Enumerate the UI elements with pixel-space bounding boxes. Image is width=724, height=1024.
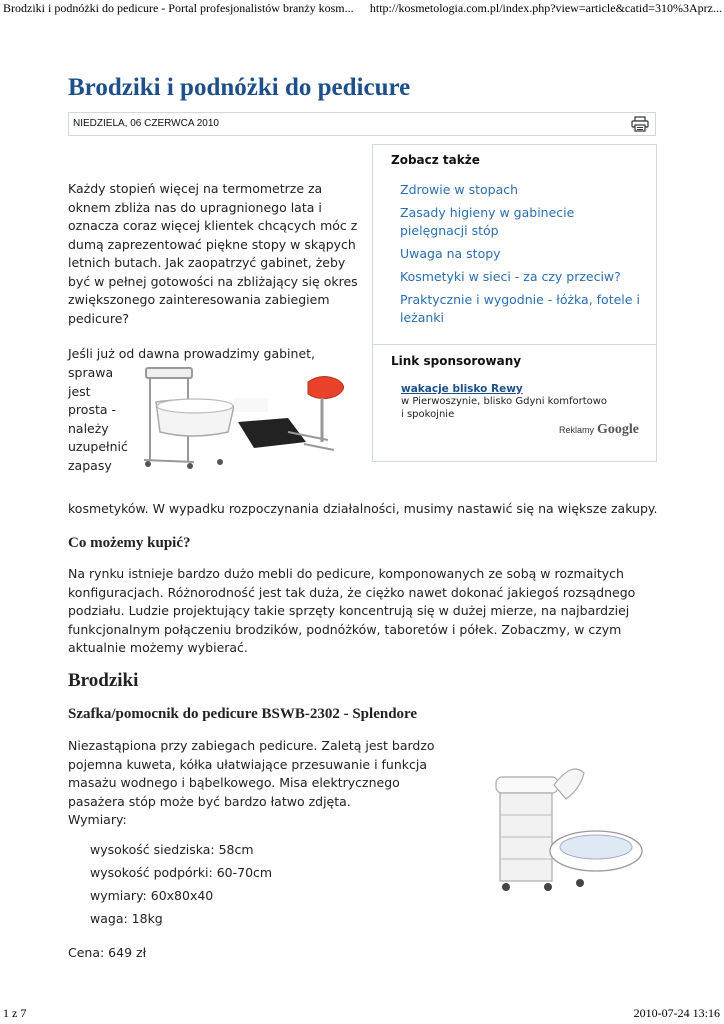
what-to-buy-heading: Co możemy kupić? (68, 535, 191, 551)
wrapped-word: jest (68, 383, 91, 399)
sponsored-heading: Link sponsorowany (391, 354, 522, 368)
print-header-title: Brodziki i podnóżki do pedicure - Portal profesjonalistów branży kosm... (3, 1, 354, 15)
wrapped-word: prosta - (68, 402, 117, 417)
print-header-url: http://kosmetologia.com.pl/index.php?view=article&catid=310%3Aprz... (369, 1, 722, 15)
sidebar-divider (373, 344, 656, 345)
print-footer (0, 1004, 724, 1024)
sponsored-ad (401, 383, 641, 437)
wrapped-word: zapasy (68, 457, 112, 473)
ad-link[interactable]: wakacje blisko Rewy (401, 383, 523, 395)
product-specs (90, 841, 272, 933)
related-link-uwaga[interactable]: Uwaga na stopy (400, 246, 501, 261)
related-links (400, 181, 645, 332)
ad-text: w Pierwoszynie, blisko Gdyni komfortowo i spokojnie (401, 396, 608, 420)
related-link-kosmetyki[interactable]: Kosmetyki w sieci - za czy przeciw? (400, 269, 621, 284)
date-bar (68, 112, 656, 136)
paragraph-2-end: kosmetyków. W wypadku rozpoczynania działalności, musimy nastawić się na większe zakupy. (68, 501, 658, 516)
spec-item: wysokość podpórki: 60-70cm (90, 865, 273, 880)
related-sidebar (372, 144, 657, 462)
related-link-higiena[interactable]: Zasady higieny w gabinecie pielęgnacji stóp (400, 205, 575, 238)
print-icon[interactable] (631, 116, 649, 132)
print-datetime: 2010-07-24 13:16 (633, 1006, 720, 1020)
related-link-lozka[interactable]: Praktycznie i wygodnie - łóżka, fotele i leżanki (400, 292, 640, 325)
market-paragraph: Na rynku istnieje bardzo dużo mebli do pedicure, komponowanych ze sobą w rozmaitych konfiguracjach. Różnorodność jest tak duża, że ciężko nawet dokonać jakiegoś rozsądnego podziału. Ludzie projektujący takie sprzęty koncentrują się w dużej mierze, na najbardziej funkcjonalnym połączeniu brodzików, podnóżków, taboretów i półek. Zobaczmy, w czym aktualnie możemy wybierać. (68, 566, 636, 655)
print-header (0, 0, 724, 20)
see-also-heading: Zobacz także (391, 153, 480, 167)
wrapped-word: należy (68, 420, 109, 436)
pedicure-cabinet-image (480, 755, 656, 900)
spec-item: wymiary: 60x80x40 (90, 888, 214, 903)
google-ads-badge[interactable] (559, 418, 639, 438)
wrapped-word: sprawa (68, 365, 114, 380)
intro-paragraph: Każdy stopień więcej na termometrze za oknem zbliża nas do upragnionego lata i oznacza coraz więcej klientek chcących móc z dumą zaprezentować piękne stopy w skąpych letnich butach. Jak zaopatrzyć gabinet, żeby być w pełnej gotowości na zbliżający się okres zwiększonego zainteresowania zabiegiem pedicure? (68, 181, 358, 326)
google-logo: Google (597, 422, 640, 437)
related-link-zdrowie[interactable]: Zdrowie w stopach (400, 182, 519, 197)
pedicure-stand-image (138, 362, 360, 474)
page-counter: 1 z 7 (3, 1006, 27, 1020)
article-date: NIEDZIELA, 06 CZERWCA 2010 (73, 118, 219, 129)
paragraph-2-intro: Jeśli już od dawna prowadzimy gabinet, (68, 346, 316, 361)
ads-label: Reklamy (559, 425, 595, 435)
product-heading: Szafka/pomocnik do pedicure BSWB-2302 - Splendore (68, 706, 418, 722)
spec-item: wysokość siedziska: 58cm (90, 842, 254, 857)
wrapped-word: uzupełnić (68, 439, 128, 454)
paragraph-2-wrapped (68, 364, 138, 475)
spec-item: waga: 18kg (90, 911, 163, 926)
dimensions-label: Wymiary: (68, 812, 127, 827)
product-description: Niezastąpiona przy zabiegach pedicure. Zaletą jest bardzo pojemna kuweta, kółka ułatwiające przesuwanie i funkcja masażu wodnego i bąbelkowego. Misa elektrycznego pasażera stóp może być bardzo łatwo zdjęta. (68, 738, 435, 809)
product-price: Cena: 649 zł (68, 945, 147, 960)
section-heading-brodziki: Brodziki (68, 670, 139, 691)
article-title: Brodziki i podnóżki do pedicure (68, 74, 411, 101)
